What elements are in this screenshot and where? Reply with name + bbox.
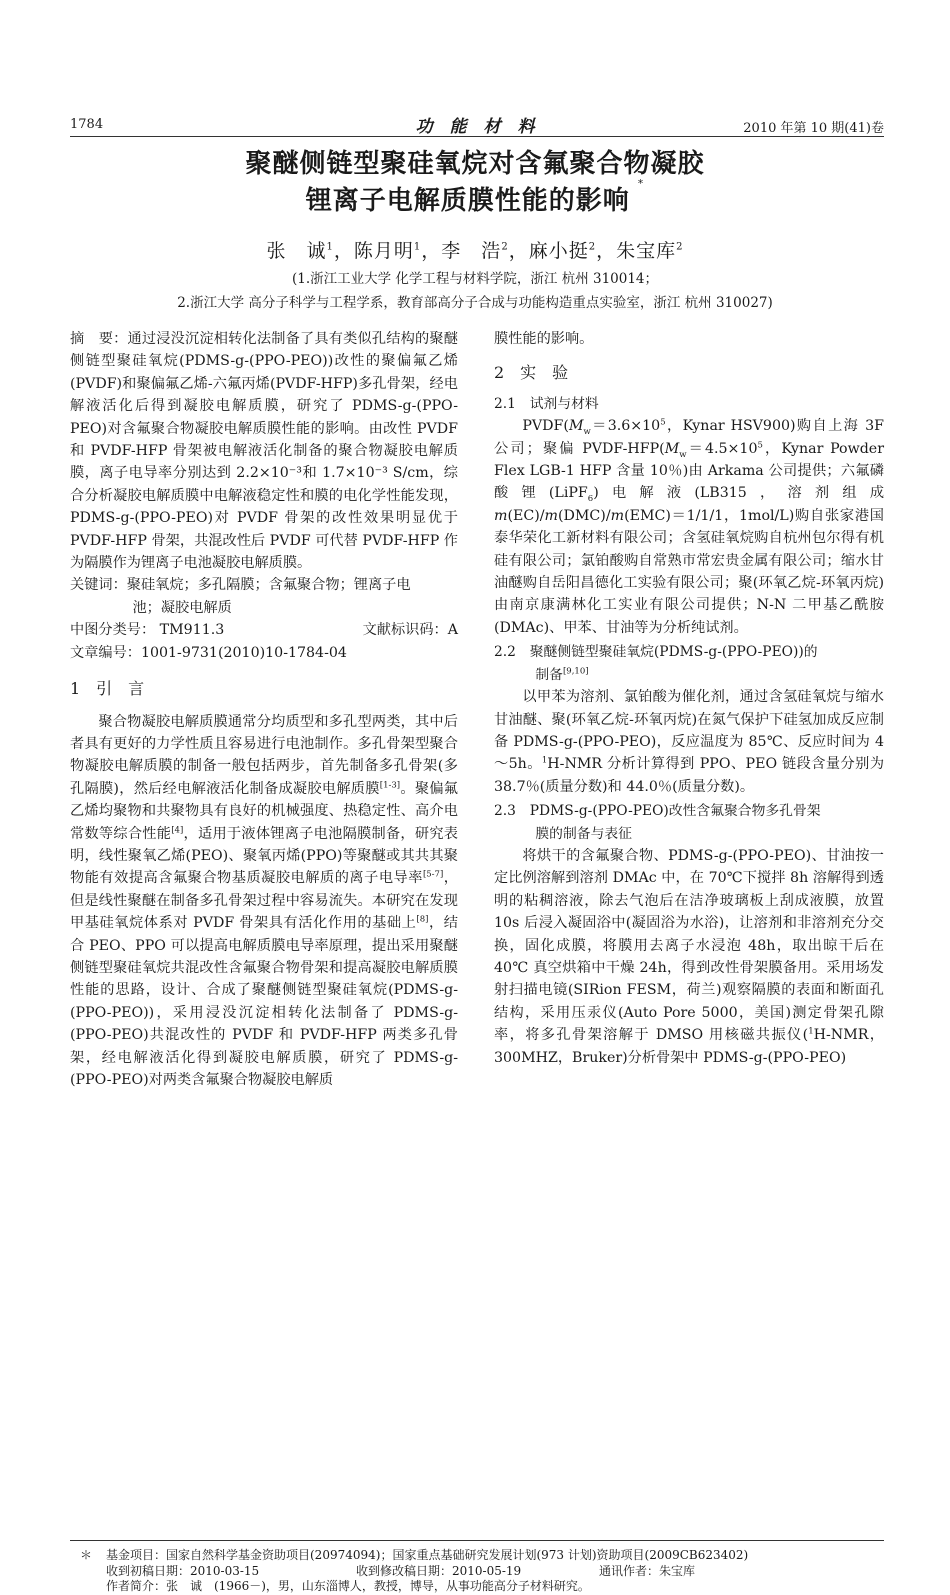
clc-label: 中图分类号： bbox=[70, 622, 156, 639]
author: 朱宝库 bbox=[616, 240, 677, 262]
keywords-line1: 聚硅氧烷；多孔隔膜；含氟聚合物；锂离子电 bbox=[126, 577, 411, 594]
right-column bbox=[494, 328, 884, 1069]
text: 6 bbox=[587, 494, 594, 505]
footnote-rule bbox=[70, 1540, 884, 1541]
article-label: 文章编号： bbox=[70, 644, 141, 661]
keywords bbox=[70, 574, 458, 619]
header-rule bbox=[70, 136, 884, 137]
section2-heading: 2 实 验 bbox=[494, 363, 569, 383]
authors-line bbox=[0, 236, 950, 263]
text: 1 bbox=[541, 755, 548, 766]
author-affil: 2 bbox=[501, 241, 509, 253]
section1-paragraph bbox=[70, 711, 458, 1092]
section1-heading: 1 引 言 bbox=[70, 679, 145, 699]
text: ，Kynar HSV900)购自上海 3F 公司；聚偏 PVDF-HFP( bbox=[494, 418, 884, 457]
author-separator: ， bbox=[333, 240, 354, 262]
s21-paragraph bbox=[494, 415, 884, 639]
author-separator: ， bbox=[508, 240, 529, 262]
s22-paragraph bbox=[494, 686, 884, 798]
footnote-bio: 作者简介：张 诚 (1966－)，男，山东淄博人，教授，博导，从事功能高分子材料研究。 bbox=[106, 1579, 590, 1594]
text: 以甲苯为溶剂、氯铂酸为催化剂，通过含氢硅氧烷与缩水甘油醚、聚(环氧乙烷-环氧丙烷)在氮气保护下硅氢加成反应制备 PDMS-g-(PPO-PEO)，反应温度为 85℃、反应时间为 4～5h。 bbox=[494, 689, 884, 773]
author: 陈月明 bbox=[353, 240, 414, 262]
text: (EMC)＝1/1/1，1mol/L)购自张家港国泰华荣化工新材料有限公司；含氢硅氧烷购自杭州包尔得有机硅有限公司；氯铂酸购自常熟市常宏贵金属有限公司；缩水甘油醚购自岳阳昌德化工实验有限公司；聚(环氧乙烷-环氧丙烷)由南京康满林化工实业有限公司提供；N-N 二甲基乙酰胺(DMAc)、甲苯、甘油等为分析纯试剂。 bbox=[494, 507, 884, 636]
citation: [9,10] bbox=[562, 666, 589, 677]
doc-value: A bbox=[447, 622, 458, 639]
author-separator: ， bbox=[596, 240, 617, 262]
text: m bbox=[494, 507, 508, 524]
footnote bbox=[80, 1548, 890, 1595]
text: w bbox=[679, 449, 687, 460]
citation: [5-7] bbox=[422, 869, 444, 880]
citation: [4] bbox=[171, 824, 184, 835]
abstract bbox=[70, 328, 458, 574]
text: H-NMR 分析计算得到 PPO、PEO 链段含量分别为 38.7％(质量分数)和 44.0％(质量分数)。 bbox=[494, 756, 885, 795]
doc-label: 文献标识码： bbox=[362, 622, 448, 639]
article-number bbox=[70, 642, 458, 664]
citation: [8] bbox=[416, 914, 429, 925]
s21-heading: 2.1 试剂与材料 bbox=[494, 395, 599, 412]
text: M bbox=[664, 440, 680, 457]
text: ＝3.6×10 bbox=[590, 418, 661, 435]
citation: [1-3] bbox=[379, 779, 401, 790]
corresponding-author: 通讯作者：朱宝库 bbox=[599, 1563, 696, 1578]
doc-code bbox=[363, 619, 458, 641]
journal-name: 功 能 材 料 bbox=[415, 117, 535, 137]
author-affil: 1 bbox=[326, 241, 334, 253]
text: ，结合 PEO、PPO 可以提高电解质膜电导率原理，提出采用聚醚侧链型聚硅氧烷共混改性含氟聚合物骨架和提高凝胶电解质膜性能的思路，设计、合成了聚醚侧链型聚硅氧烷(PDMS-g-(PPO-PEO))，采用浸没沉淀相转化法制备了 PDMS-g-(PPO-PEO)共混改性的 PVDF 和 PVDF-HFP 两类多孔骨架，经电解液活化得到凝胶电解质膜，研究了 PDMS-g-(PPO-PEO)对两类含氟聚合物凝胶电解质 bbox=[70, 915, 458, 1088]
author: 李 浩 bbox=[441, 240, 502, 262]
text: m bbox=[544, 507, 558, 524]
text: ，Kynar Powder Flex LGB-1 HFP 含量 10％)由 Arkama 公司提供；六氟磷酸锂(LiPF bbox=[494, 440, 884, 502]
title-line2-text: 锂离子电解质膜性能的影响 bbox=[305, 186, 630, 216]
keywords-label: 关键词： bbox=[70, 577, 127, 594]
fund-text: 基金项目：国家自然科学基金资助项目(20974094)；国家重点基础研究发展计划(973 计划)资助项目(2009CB623402) bbox=[106, 1548, 749, 1562]
affiliation-2: 2.浙江大学 高分子科学与工程学系，教育部高分子合成与功能构造重点实验室，浙江 杭州 310027) bbox=[177, 295, 773, 311]
author-affil: 2 bbox=[676, 241, 684, 253]
continuation-text: 膜性能的影响。 bbox=[494, 331, 594, 347]
s23-paragraph bbox=[494, 845, 884, 1069]
text: M bbox=[568, 418, 584, 435]
text: ＝4.5×10 bbox=[686, 440, 758, 457]
s23-heading-line1: 2.3 PDMS-g-(PPO-PEO)改性含氟聚合物多孔骨架 bbox=[494, 803, 821, 820]
text: (EC)/ bbox=[507, 507, 545, 524]
s22-heading-line2 bbox=[494, 664, 884, 686]
keywords-line2: 池；凝胶电解质 bbox=[132, 599, 232, 616]
title-star: * bbox=[637, 177, 645, 191]
affiliation-1: (1.浙江工业大学 化学工程与材料学院，浙江 杭州 310014； bbox=[291, 271, 659, 287]
text: 将烘干的含氟聚合物、PDMS-g-(PPO-PEO)、甘油按一定比例溶解到溶剂 DMAc 中，在 70℃下搅拌 8h 溶解得到透明的粘稠溶液，除去气泡后在洁净玻璃板上刮成液膜，放置 10s 后浸入凝固浴中(凝固浴为水浴)，让溶剂和非溶剂充分交换，固化成膜，将膜用去离子水浸泡 48h，取出晾干后在 40℃ 真空烘箱中干燥 24h，得到改性骨架膜备用。采用场发射扫描电镜(SIRion FESM，荷兰)观察隔膜的表面和断面孔结构，采用压汞仪(Auto Pore 5000，美国)测定骨架孔隙率，将多孔骨架溶解于 DMSO 用核磁共振仪( bbox=[494, 847, 884, 1044]
received-date: 收到初稿日期：2010-03-15 bbox=[106, 1563, 260, 1578]
author-affil: 1 bbox=[413, 241, 422, 253]
author: 张 诚 bbox=[266, 240, 327, 262]
abstract-text: 通过浸没沉淀相转化法制备了具有类似孔结构的聚醚侧链型聚硅氧烷(PDMS-g-(PPO-PEO))改性的聚偏氟乙烯(PVDF)和聚偏氟乙烯-六氟丙烯(PVDF-HFP)多孔骨架，经电解液活化后得到凝胶电解质膜，研究了 PDMS-g-(PPO-PEO)对含氟聚合物凝胶电解质膜性能的影响。由改性 PVDF 和 PVDF-HFP 骨架被电解液活化制备的聚合物凝胶电解质膜，离子电导率分别达到 2.2×10⁻³和 1.7×10⁻³ S/cm，综合分析凝胶电解质膜中电解液稳定性和膜的电化学性能发现，PDMS-g-(PPO-PEO)对 PVDF 骨架的改性效果明显优于 PVDF-HFP 骨架，共混改性后 PVDF 可代替 PVDF-HFP 作为隔膜作为锂离子电池凝胶电解质膜。 bbox=[70, 331, 458, 572]
text: PVDF( bbox=[522, 418, 569, 435]
text: H-NMR，300MHZ，Bruker)分析骨架中 PDMS-g-(PPO-PEO) bbox=[494, 1027, 884, 1066]
author: 麻小挺 bbox=[528, 240, 589, 262]
text: 5 bbox=[660, 417, 666, 428]
classification-row bbox=[70, 619, 458, 641]
footnote-dates bbox=[80, 1564, 890, 1580]
text: (DMC)/ bbox=[558, 507, 611, 524]
s22-heading-text: 制备 bbox=[535, 666, 563, 683]
issue-info: 2010 年第 10 期(41)卷 bbox=[743, 121, 884, 136]
footnote-fund bbox=[80, 1548, 890, 1564]
text: w bbox=[583, 427, 591, 438]
title-line2 bbox=[0, 177, 950, 217]
clc-value: TM911.3 bbox=[159, 622, 225, 639]
text: 。聚偏氟乙烯均聚物和共聚物具有良好的机械强度、热稳定性、高介电常数等综合性能 bbox=[70, 780, 458, 842]
author-affil: 2 bbox=[588, 241, 597, 253]
text: ，适用于液体锂离子电池隔膜制备，研究表明，线性聚氧乙烯(PEO)、聚氧丙烯(PPO)等聚醚或其共其聚物能有效提高含氟聚合物基质凝胶电解质的离子电导率 bbox=[70, 825, 458, 887]
text: 1 bbox=[808, 1026, 814, 1037]
clc bbox=[70, 619, 224, 641]
left-column bbox=[70, 328, 458, 1091]
text: 5 bbox=[757, 439, 763, 450]
text: ，但是线性聚醚在制备多孔骨架过程中容易流失。本研究在发现甲基硅氧烷体系对 PVDF 骨架具有活化作用的基础上 bbox=[70, 870, 458, 932]
s23-heading-line2: 膜的制备与表征 bbox=[535, 825, 632, 842]
text: m bbox=[610, 507, 625, 524]
footnote-star: ＊ bbox=[80, 1548, 93, 1562]
text: )电解液(LB315，溶剂组成 bbox=[593, 485, 885, 502]
text: 聚合物凝胶电解质膜通常分均质型和多孔型两类，其中后者具有更好的力学性质且容易进行电池制作。多孔骨架型聚合物凝胶电解质膜的制备一般包括两步，首先制备多孔骨架(多孔隔膜)，然后经电解液活化制备成凝胶电解质膜 bbox=[70, 713, 458, 797]
revised-date: 收到修改稿日期：2010-05-19 bbox=[356, 1563, 522, 1578]
s22-heading-line1: 2.2 聚醚侧链型聚硅氧烷(PDMS-g-(PPO-PEO))的 bbox=[494, 644, 818, 661]
article-value: 1001-9731(2010)10-1784-04 bbox=[140, 644, 347, 661]
title-line1: 聚醚侧链型聚硅氧烷对含氟聚合物凝胶 bbox=[245, 149, 705, 179]
author-separator: ， bbox=[421, 240, 442, 262]
page-number: 1784 bbox=[70, 117, 104, 132]
abstract-label: 摘 要： bbox=[70, 331, 128, 347]
